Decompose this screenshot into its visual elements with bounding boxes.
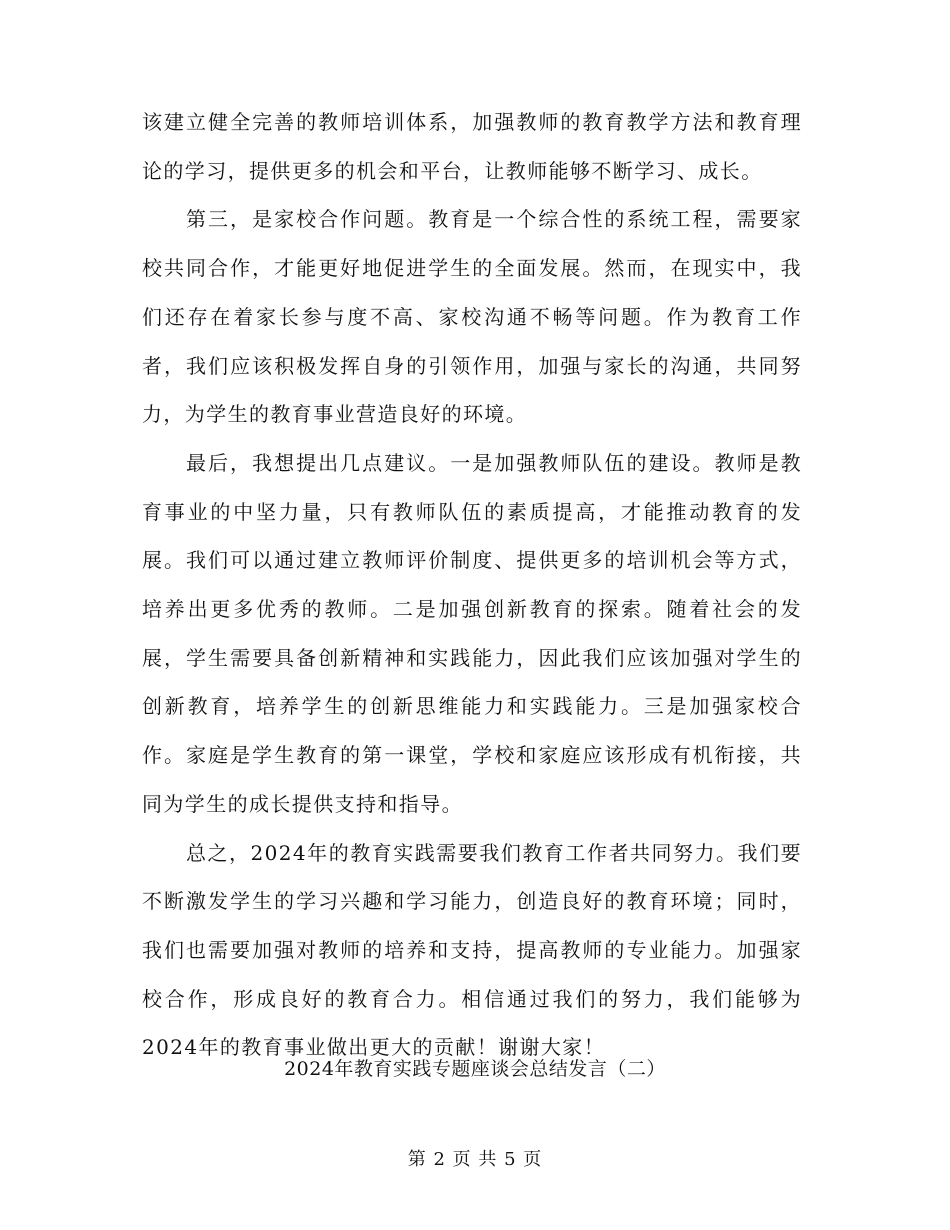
paragraph-third-point: 第三，是家校合作问题。教育是一个综合性的系统工程，需要家校共同合作，才能更好地促进学生的全面发展。然而，在现实中，我们还存在着家长参与度不高、家校沟通不畅等问题。作为教育工作者，我们应该积极发挥自身的引领作用，加强与家长的沟通，共同努力，为学生的教育事业营造良好的环境。 (142, 207, 802, 427)
body-text (142, 98, 802, 1072)
paragraph-conclusion: 总之，2024年的教育实践需要我们教育工作者共同努力。我们要不断激发学生的学习兴趣和学习能力，创造良好的教育环境；同时，我们也需要加强对教师的培养和支持，提高教师的专业能力。加强家校合作，形成良好的教育合力。相信通过我们的努力，我们能够为2024年的教育事业做出更大的贡献！谢谢大家！ (142, 840, 802, 1060)
paragraph-suggestions: 最后，我想提出几点建议。一是加强教师队伍的建设。教师是教育事业的中坚力量，只有教师队伍的素质提高，才能推动教育的发展。我们可以通过建立教师评价制度、提供更多的培训机会等方式，培养出更多优秀的教师。二是加强创新教育的探索。随着社会的发展，学生需要具备创新精神和实践能力，因此我们应该加强对学生的创新教育，培养学生的创新思维能力和实践能力。三是加强家校合作。家庭是学生教育的第一课堂，学校和家庭应该形成有机衔接，共同为学生的成长提供支持和指导。 (142, 450, 802, 816)
paragraph-continuation: 该建立健全完善的教师培训体系，加强教师的教育教学方法和教育理论的学习，提供更多的机会和平台，让教师能够不断学习、成长。 (142, 110, 802, 183)
section-title: 2024年教育实践专题座谈会总结发言（二） (284, 1058, 666, 1080)
page-footer: 第 2 页 共 5 页 (407, 1149, 543, 1170)
